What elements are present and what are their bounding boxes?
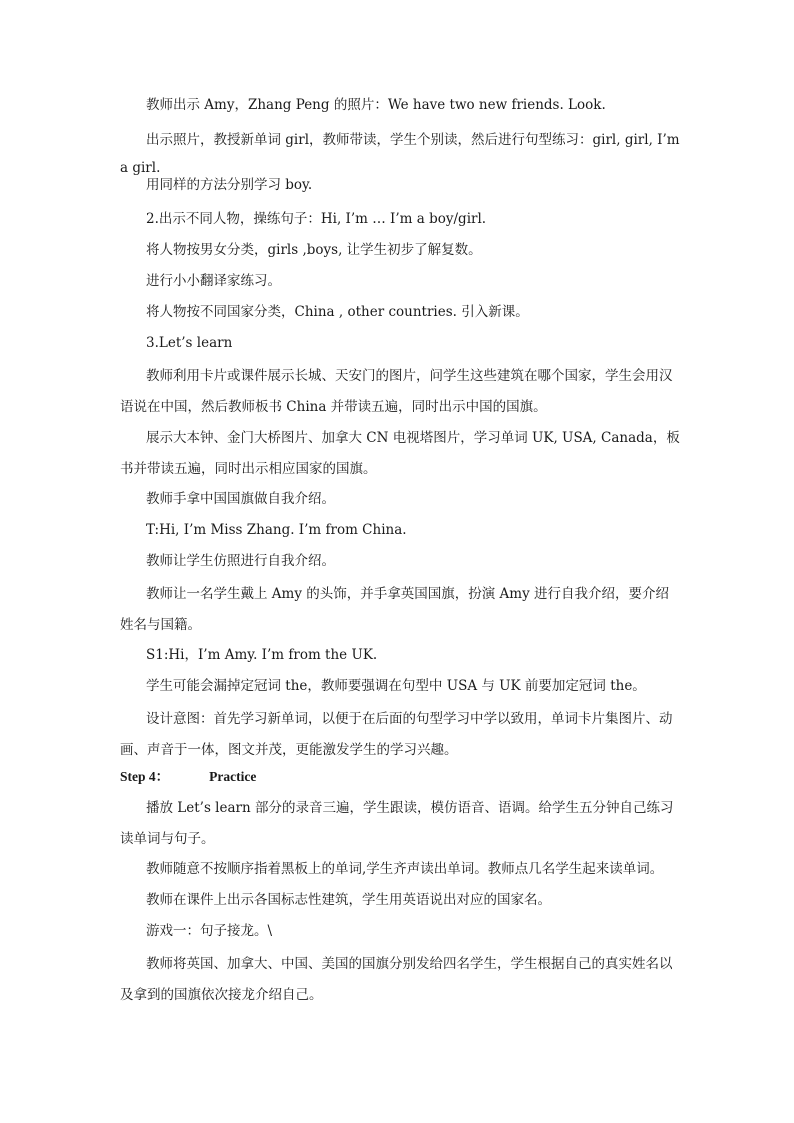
- paragraph-translation-practice: 进行小小翻译家练习。: [146, 273, 281, 289]
- paragraph-teacher-intro: 教师手拿中国国旗做自我介绍。: [146, 491, 335, 507]
- paragraph-play-recording: 播放 Let’s learn 部分的录音三遍，学生跟读，模仿语音、语调。给学生五分钟自己练习读单词与句子。: [120, 800, 674, 847]
- step-label: Step 4：: [120, 769, 170, 784]
- paragraph-teach-girl: 出示照片，教授新单词 girl，教师带读，学生个别读，然后进行句型练习：girl, girl, I’m a girl.: [120, 132, 680, 176]
- paragraph-big-ben: 展示大本钟、金门大桥图片、加拿大 CN 电视塔图片，学习单词 UK, USA, Canada，板书并带读五遍，同时出示相应国家的国旗。: [120, 430, 680, 477]
- paragraph-intro-photos: 教师出示 Amy，Zhang Peng 的照片：We have two new friends. Look.: [146, 97, 606, 113]
- paragraph-flags-relay: 教师将英国、加拿大、中国、美国的国旗分别发给四名学生，学生根据自己的真实姓名以及拿到的国旗依次接龙介绍自己。: [120, 956, 673, 1003]
- section-lets-learn: 3.Let’s learn: [146, 335, 233, 351]
- paragraph-design-intent: 设计意图：首先学习新单词，以便于在后面的句型学习中学以致用，单词卡片集图片、动画、声音于一体，图文并茂，更能激发学生的学习兴趣。: [120, 711, 673, 758]
- paragraph-great-wall: 教师利用卡片或课件展示长城、天安门的图片，问学生这些建筑在哪个国家，学生会用汉语说在中国，然后教师板书 China 并带读五遍，同时出示中国的国旗。: [120, 368, 673, 415]
- paragraph-students-imitate: 教师让学生仿照进行自我介绍。: [146, 553, 335, 569]
- paragraph-classify-gender: 将人物按男女分类，girls ,boys, 让学生初步了解复数。: [146, 242, 482, 258]
- paragraph-practice-sentences: 2.出示不同人物，操练句子：Hi, I’m … I’m a boy/girl.: [146, 211, 487, 227]
- paragraph-landmarks: 教师在课件上出示各国标志性建筑，学生用英语说出对应的国家名。: [146, 892, 551, 908]
- paragraph-teacher-dialogue: T:Hi, I’m Miss Zhang. I’m from China.: [146, 522, 407, 538]
- step-title: Practice: [209, 769, 257, 784]
- paragraph-teach-boy: 用同样的方法分别学习 boy.: [146, 177, 313, 193]
- step-heading: [120, 765, 256, 785]
- paragraph-definite-article: 学生可能会漏掉定冠词 the，教师要强调在句型中 USA 与 UK 前要加定冠词 the。: [146, 678, 646, 694]
- paragraph-point-words: 教师随意不按顺序指着黑板上的单词,学生齐声读出单词。教师点几名学生起来读单词。: [146, 861, 664, 877]
- paragraph-amy-roleplay: 教师让一名学生戴上 Amy 的头饰，并手拿英国国旗，扮演 Amy 进行自我介绍，要介绍姓名与国籍。: [120, 586, 670, 633]
- paragraph-student-dialogue: S1:Hi，I’m Amy. I’m from the UK.: [146, 647, 378, 663]
- paragraph-classify-country: 将人物按不同国家分类，China , other countries. 引入新课。: [146, 304, 529, 320]
- paragraph-game-one: 游戏一：句子接龙。\: [146, 923, 273, 939]
